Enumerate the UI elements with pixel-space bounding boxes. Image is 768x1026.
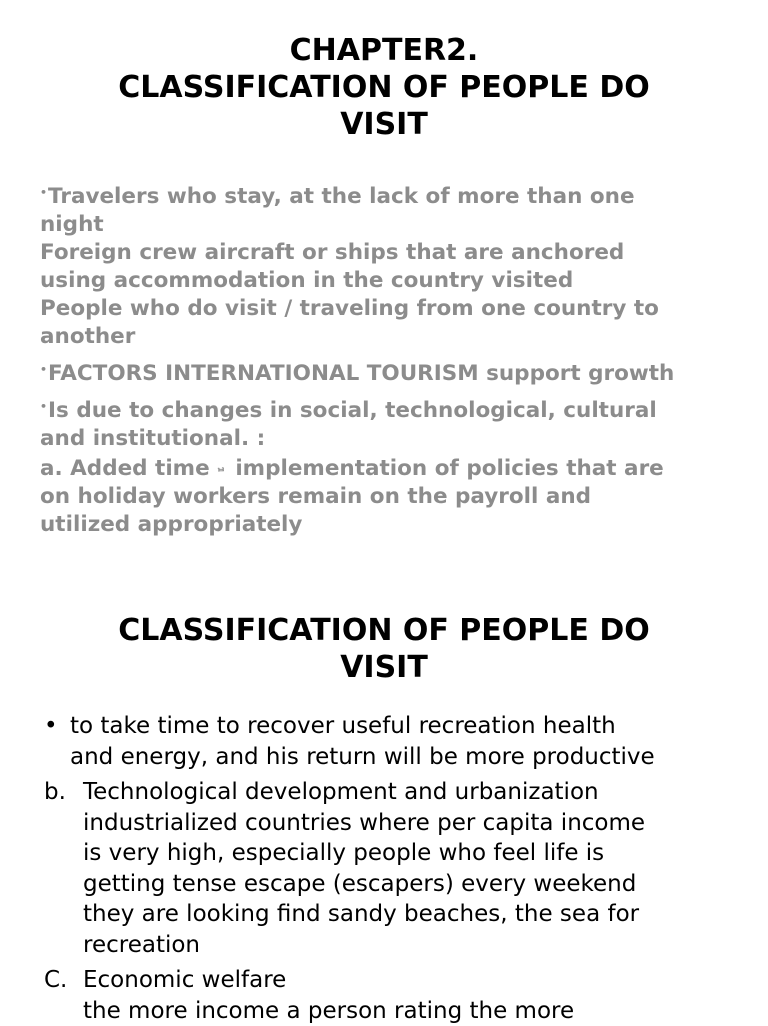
list-marker: C.: [44, 965, 67, 996]
bullet-text: a. Added time: [40, 456, 210, 481]
bullet-line: another: [40, 323, 740, 351]
bullet-marker: •: [40, 363, 47, 376]
slide-1-bullets: [40, 179, 740, 539]
title-line: VISIT: [0, 649, 768, 686]
bullet-marker: •: [40, 186, 47, 199]
bullet-paragraph: [40, 356, 740, 388]
title-line: VISIT: [0, 106, 768, 143]
slide-1-title: [0, 0, 768, 143]
bullet-line: [40, 356, 740, 388]
title-line: CLASSIFICATION OF PEOPLE DO: [0, 612, 768, 649]
bullet-marker: •: [40, 400, 47, 413]
bullet-line: utilized appropriately: [40, 511, 740, 539]
list-item: [44, 965, 768, 1026]
bullet-line: and institutional. :: [40, 425, 740, 453]
list-line: the more income a person rating the more: [83, 996, 768, 1026]
list-line: to take time to recover useful recreation health: [70, 711, 768, 742]
list-line: recreation: [83, 930, 768, 961]
list-line: getting tense escape (escapers) every weekend: [83, 869, 768, 900]
list-marker: b.: [44, 777, 66, 808]
bullet-line: night: [40, 211, 740, 239]
list-item-text: [44, 777, 768, 960]
bullet-text: implementation of policies that are: [235, 456, 663, 481]
slide-2: [0, 540, 768, 1024]
bullet-text: FACTORS INTERNATIONAL TOURISM support growth: [48, 361, 674, 386]
list-item-text: [44, 965, 768, 1026]
list-line: they are looking find sandy beaches, the sea for: [83, 899, 768, 930]
bullet-text: Is due to changes in social, technological, cultural: [48, 398, 657, 423]
list-line: industrialized countries where per capita income: [83, 808, 768, 839]
slide-2-list: [44, 711, 768, 1026]
bullet-paragraph: [40, 179, 740, 351]
title-line: CLASSIFICATION OF PEOPLE DO: [0, 69, 768, 106]
title-line: CHAPTER2.: [0, 32, 768, 69]
bullet-line: People who do visit / traveling from one country to: [40, 295, 740, 323]
bullet-paragraph: [40, 393, 740, 539]
list-marker: •: [44, 711, 58, 742]
slide-2-title: [0, 540, 768, 686]
list-line: Technological development and urbanization: [83, 777, 768, 808]
list-line: Economic welfare: [83, 965, 768, 996]
bullet-text: Travelers who stay, at the lack of more than one: [48, 184, 635, 209]
bullet-line: using accommodation in the country visited: [40, 267, 740, 295]
bullet-line: [40, 453, 740, 483]
list-item-text: [44, 711, 768, 772]
list-line: is very high, especially people who feel life is: [83, 838, 768, 869]
bullet-line: [40, 179, 740, 211]
clock-symbol-icon: ᆸ: [216, 460, 227, 473]
list-line: and energy, and his return will be more productive: [70, 742, 768, 773]
list-item: [44, 777, 768, 960]
bullet-line: on holiday workers remain on the payroll and: [40, 483, 740, 511]
list-item: [44, 711, 768, 772]
bullet-line: Foreign crew aircraft or ships that are anchored: [40, 239, 740, 267]
bullet-line: [40, 393, 740, 425]
